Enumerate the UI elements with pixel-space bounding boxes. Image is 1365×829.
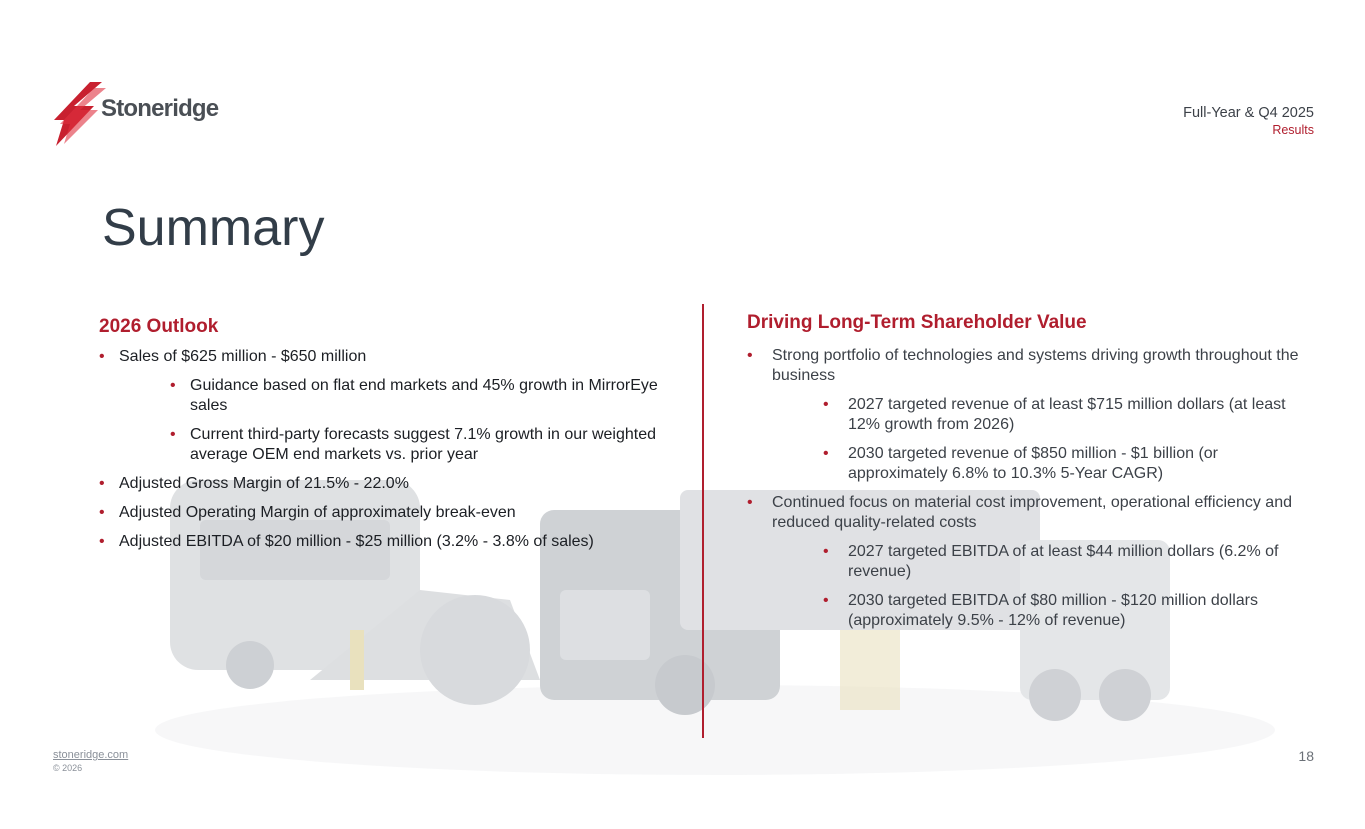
column-divider: [702, 304, 704, 738]
page-number: 18: [1298, 748, 1314, 764]
logo-wordmark: Stoneridge: [101, 95, 219, 122]
list-item: [747, 346, 1307, 484]
report-subtitle: Results: [1272, 123, 1314, 137]
sub-list-item: • 2027 targeted EBITDA of at least $44 million dollars (6.2% of revenue): [823, 542, 1307, 582]
list-item: • Adjusted Operating Margin of approximately break-even: [99, 503, 689, 523]
report-title: Full-Year & Q4 2025: [1183, 105, 1314, 121]
list-item: • Adjusted EBITDA of $20 million - $25 million (3.2% - 3.8% of sales): [99, 532, 689, 552]
list-item: [99, 347, 689, 465]
list-item: [747, 493, 1307, 631]
footer: [53, 748, 128, 774]
shareholder-value-heading: Driving Long-Term Shareholder Value: [747, 312, 1087, 333]
list-item-text: Strong portfolio of technologies and systems driving growth throughout the business: [772, 347, 1299, 384]
list-item-text: Continued focus on material cost improvement, operational efficiency and reduced quality-related costs: [772, 494, 1292, 531]
sub-list-item: • Current third-party forecasts suggest 7.1% growth in our weighted average OEM end markets vs. prior year: [170, 425, 689, 465]
report-header: [1183, 104, 1314, 138]
sub-list-item: • 2030 targeted EBITDA of $80 million - $120 million dollars (approximately 9.5% - 12% of revenue): [823, 591, 1307, 631]
website-link[interactable]: stoneridge.com: [53, 749, 129, 761]
list-item: • Adjusted Gross Margin of 21.5% - 22.0%: [99, 474, 689, 494]
outlook-heading: 2026 Outlook: [99, 316, 219, 337]
shareholder-value-section: [747, 310, 1307, 640]
list-item-text: Sales of $625 million - $650 million: [119, 348, 367, 365]
company-logo: [50, 80, 219, 150]
sub-list-item: • 2027 targeted revenue of at least $715 million dollars (at least 12% growth from 2026): [823, 395, 1307, 435]
page-title: Summary: [102, 199, 325, 257]
sub-list-item: • Guidance based on flat end markets and 45% growth in MirrorEye sales: [170, 376, 689, 416]
copyright: © 2026: [53, 763, 83, 773]
outlook-section: [99, 314, 689, 561]
sub-list-item: • 2030 targeted revenue of $850 million - $1 billion (or approximately 6.8% to 10.3% 5-Year CAGR): [823, 444, 1307, 484]
